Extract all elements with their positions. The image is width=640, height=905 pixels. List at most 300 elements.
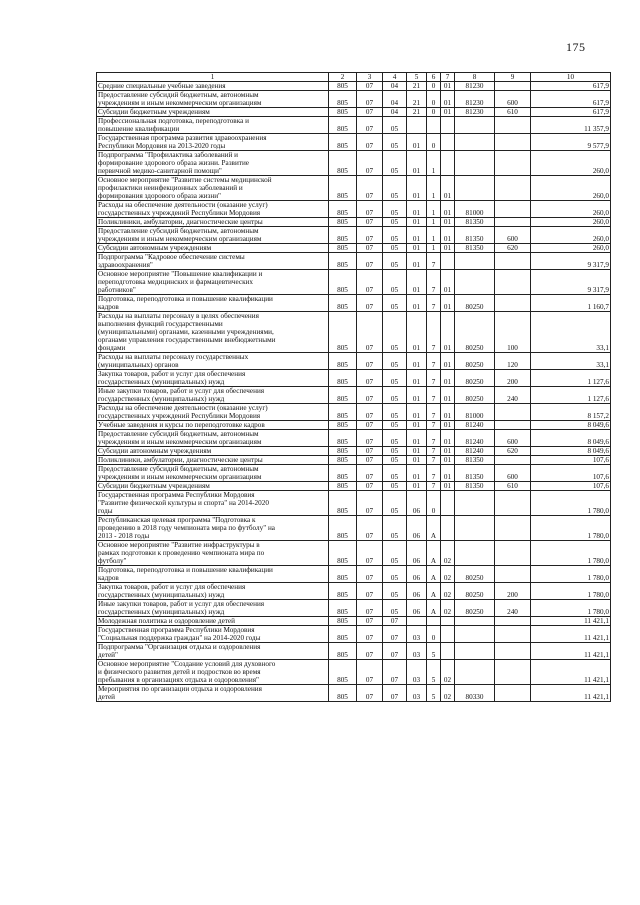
code-cell-c9: 600: [495, 91, 531, 108]
column-header: 2: [329, 73, 357, 82]
code-cell-c4: 07: [383, 626, 407, 643]
amount-cell: 11 421,1: [531, 617, 611, 626]
code-cell-c8: [455, 516, 495, 541]
code-cell-c3: 07: [357, 218, 383, 227]
row-name-line: переподготовка медицинских и фармацевтических: [98, 278, 253, 286]
code-cell-c9: 610: [495, 482, 531, 491]
code-cell-c2: 805: [329, 456, 357, 465]
code-cell-c7: 02: [441, 583, 455, 600]
row-name-line: Учебные заведения и курсы по переподготовке кадров: [98, 421, 265, 429]
row-name-line: повышение квалификации: [98, 125, 180, 133]
code-cell-c2: 805: [329, 421, 357, 430]
code-cell-c8: [455, 643, 495, 660]
amount-cell: 1 127,6: [531, 387, 611, 404]
row-name-cell: [97, 482, 329, 491]
table-row: [97, 421, 611, 430]
code-cell-c4: 05: [383, 227, 407, 244]
code-cell-c7: 01: [441, 201, 455, 218]
code-cell-c4: 05: [383, 244, 407, 253]
code-cell-c4: 05: [383, 134, 407, 151]
code-cell-c8: 81350: [455, 218, 495, 227]
code-cell-c4: 05: [383, 295, 407, 312]
code-cell-c2: 805: [329, 227, 357, 244]
code-cell-c5: 01: [407, 270, 427, 295]
amount-cell: 1 160,7: [531, 295, 611, 312]
code-cell-c8: 80250: [455, 295, 495, 312]
table-row: [97, 465, 611, 482]
table-row: [97, 91, 611, 108]
row-name-cell: [97, 583, 329, 600]
row-name-line: "Развитие физической культуры и спорта" на 2014-2020: [98, 499, 269, 507]
table-row: [97, 82, 611, 91]
code-cell-c8: 81240: [455, 447, 495, 456]
code-cell-c8: 80250: [455, 387, 495, 404]
code-cell-c7: [441, 117, 455, 134]
row-name-cell: [97, 117, 329, 134]
code-cell-c5: 01: [407, 151, 427, 176]
code-cell-c3: 07: [357, 516, 383, 541]
row-name-line: кадров: [98, 574, 119, 582]
code-cell-c6: [427, 117, 441, 134]
column-header: 1: [97, 73, 329, 82]
code-cell-c9: 200: [495, 370, 531, 387]
code-cell-c3: 07: [357, 447, 383, 456]
code-cell-c5: 03: [407, 660, 427, 685]
column-header: 9: [495, 73, 531, 82]
code-cell-c6: 7: [427, 404, 441, 421]
row-name-cell: [97, 244, 329, 253]
code-cell-c7: 01: [441, 295, 455, 312]
code-cell-c9: [495, 456, 531, 465]
code-cell-c7: 02: [441, 600, 455, 617]
code-cell-c7: 01: [441, 91, 455, 108]
row-name-line: Субсидии автономным учреждениям: [98, 244, 212, 252]
code-cell-c3: 07: [357, 626, 383, 643]
code-cell-c9: 620: [495, 447, 531, 456]
row-name-line: Основное мероприятие "Создание условий для духовного: [98, 660, 276, 668]
code-cell-c9: [495, 685, 531, 702]
code-cell-c8: 81230: [455, 91, 495, 108]
code-cell-c9: [495, 491, 531, 516]
code-cell-c2: 805: [329, 516, 357, 541]
code-cell-c5: 01: [407, 218, 427, 227]
row-name-line: работников": [98, 286, 136, 294]
code-cell-c4: 05: [383, 516, 407, 541]
code-cell-c2: 805: [329, 370, 357, 387]
code-cell-c4: 05: [383, 430, 407, 447]
code-cell-c5: 06: [407, 541, 427, 566]
code-cell-c4: 05: [383, 253, 407, 270]
table-row: [97, 244, 611, 253]
code-cell-c3: 07: [357, 643, 383, 660]
code-cell-c7: 01: [441, 465, 455, 482]
code-cell-c3: 07: [357, 312, 383, 353]
code-cell-c9: [495, 151, 531, 176]
row-name-line: кадров: [98, 303, 119, 311]
row-name-line: Поликлиники, амбулатории, диагностические центры: [98, 218, 263, 226]
row-name-cell: [97, 465, 329, 482]
code-cell-c5: 01: [407, 134, 427, 151]
table-row: [97, 482, 611, 491]
code-cell-c5: 06: [407, 600, 427, 617]
code-cell-c8: [455, 176, 495, 201]
code-cell-c9: [495, 566, 531, 583]
code-cell-c4: 07: [383, 617, 407, 626]
row-name-cell: [97, 660, 329, 685]
amount-cell: 1 780,0: [531, 516, 611, 541]
code-cell-c7: [441, 617, 455, 626]
code-cell-c2: 805: [329, 626, 357, 643]
code-cell-c5: 01: [407, 227, 427, 244]
code-cell-c7: 02: [441, 566, 455, 583]
code-cell-c7: 02: [441, 685, 455, 702]
code-cell-c6: А: [427, 541, 441, 566]
code-cell-c4: 07: [383, 685, 407, 702]
code-cell-c9: [495, 660, 531, 685]
column-header: 4: [383, 73, 407, 82]
row-name-cell: [97, 91, 329, 108]
table-row: [97, 312, 611, 353]
table-row: [97, 108, 611, 117]
row-name-line: учреждениям и иным некоммерческим организациям: [98, 473, 262, 481]
code-cell-c7: [441, 151, 455, 176]
code-cell-c3: 07: [357, 201, 383, 218]
row-name-line: "Социальная поддержка граждан" на 2014-2020 годы: [98, 634, 261, 642]
code-cell-c5: 01: [407, 253, 427, 270]
code-cell-c3: 07: [357, 617, 383, 626]
code-cell-c2: 805: [329, 253, 357, 270]
code-cell-c6: А: [427, 566, 441, 583]
row-name-line: выполнения функций государственными: [98, 320, 223, 328]
row-name-cell: [97, 134, 329, 151]
code-cell-c4: 05: [383, 600, 407, 617]
row-name-cell: [97, 151, 329, 176]
code-cell-c9: 240: [495, 600, 531, 617]
code-cell-c3: 07: [357, 387, 383, 404]
row-name-line: учреждениям и иным некоммерческим организациям: [98, 99, 262, 107]
table-row: [97, 353, 611, 370]
row-name-line: рамках подготовки к проведению чемпионата мира по: [98, 549, 265, 557]
row-name-line: Подпрограмма "Организация отдыха и оздоровления: [98, 643, 261, 651]
code-cell-c4: 05: [383, 270, 407, 295]
row-name-line: Средние специальные учебные заведения: [98, 82, 226, 90]
row-name-cell: [97, 430, 329, 447]
code-cell-c2: 805: [329, 201, 357, 218]
code-cell-c7: 01: [441, 404, 455, 421]
amount-cell: 33,1: [531, 353, 611, 370]
row-name-cell: [97, 218, 329, 227]
table-row: [97, 643, 611, 660]
code-cell-c8: 81240: [455, 430, 495, 447]
code-cell-c6: 1: [427, 151, 441, 176]
amount-cell: 1 780,0: [531, 491, 611, 516]
code-cell-c3: 07: [357, 82, 383, 91]
code-cell-c5: 03: [407, 626, 427, 643]
code-cell-c9: [495, 626, 531, 643]
code-cell-c4: 05: [383, 176, 407, 201]
code-cell-c7: [441, 643, 455, 660]
table-row: [97, 660, 611, 685]
amount-cell: 617,9: [531, 82, 611, 91]
row-name-line: формирования здорового образа жизни": [98, 192, 221, 200]
row-name-cell: [97, 617, 329, 626]
code-cell-c5: 01: [407, 370, 427, 387]
code-cell-c6: 1: [427, 244, 441, 253]
column-header: 10: [531, 73, 611, 82]
code-cell-c5: 01: [407, 244, 427, 253]
code-cell-c8: 81350: [455, 227, 495, 244]
amount-cell: 8 049,6: [531, 447, 611, 456]
code-cell-c6: 7: [427, 295, 441, 312]
amount-cell: 617,9: [531, 91, 611, 108]
table-row: [97, 456, 611, 465]
code-cell-c9: [495, 295, 531, 312]
code-cell-c5: 01: [407, 482, 427, 491]
code-cell-c8: [455, 134, 495, 151]
row-name-cell: [97, 227, 329, 244]
code-cell-c5: 06: [407, 583, 427, 600]
code-cell-c2: 805: [329, 387, 357, 404]
row-name-cell: [97, 387, 329, 404]
row-name-line: проведению в 2018 году чемпионата мира по футболу" на: [98, 524, 275, 532]
code-cell-c3: 07: [357, 227, 383, 244]
amount-cell: 260,0: [531, 151, 611, 176]
code-cell-c8: 80250: [455, 583, 495, 600]
row-name-line: Основное мероприятие "Развитие системы медицинской: [98, 176, 272, 184]
code-cell-c7: 01: [441, 312, 455, 353]
code-cell-c8: 81240: [455, 421, 495, 430]
code-cell-c6: 0: [427, 491, 441, 516]
code-cell-c2: 805: [329, 82, 357, 91]
amount-cell: 107,6: [531, 465, 611, 482]
code-cell-c9: [495, 421, 531, 430]
code-cell-c3: 07: [357, 685, 383, 702]
row-name-line: Профессиональная подготовка, переподготовка и: [98, 117, 249, 125]
table-row: [97, 201, 611, 218]
code-cell-c4: 05: [383, 583, 407, 600]
table-row: [97, 218, 611, 227]
code-cell-c3: 07: [357, 456, 383, 465]
row-name-cell: [97, 82, 329, 91]
row-name-line: Субсидии бюджетным учреждениям: [98, 482, 210, 490]
code-cell-c9: 600: [495, 465, 531, 482]
code-cell-c8: 81000: [455, 404, 495, 421]
table-row: [97, 295, 611, 312]
code-cell-c7: 01: [441, 270, 455, 295]
row-name-line: Расходы на обеспечение деятельности (оказание услуг): [98, 201, 268, 209]
code-cell-c7: [441, 491, 455, 516]
page-number: 175: [566, 40, 586, 54]
amount-cell: 11 357,9: [531, 117, 611, 134]
code-cell-c3: 07: [357, 370, 383, 387]
code-cell-c6: 5: [427, 660, 441, 685]
code-cell-c4: 05: [383, 404, 407, 421]
code-cell-c2: 805: [329, 491, 357, 516]
code-cell-c7: 01: [441, 227, 455, 244]
code-cell-c9: 610: [495, 108, 531, 117]
table-row: [97, 117, 611, 134]
row-name-line: Основное мероприятие "Повышение квалификации и: [98, 270, 263, 278]
amount-cell: 33,1: [531, 312, 611, 353]
code-cell-c7: 01: [441, 370, 455, 387]
code-cell-c5: 21: [407, 108, 427, 117]
row-name-line: Подпрограмма "Профилактика заболеваний и: [98, 151, 239, 159]
code-cell-c6: 7: [427, 482, 441, 491]
code-cell-c2: 805: [329, 430, 357, 447]
code-cell-c4: 04: [383, 108, 407, 117]
row-name-line: государственных (муниципальных) нужд: [98, 395, 225, 403]
row-name-line: Подпрограмма "Кадровое обеспечение системы: [98, 253, 245, 261]
code-cell-c8: [455, 253, 495, 270]
row-name-line: формирование здорового образа жизни. Развитие: [98, 159, 249, 167]
code-cell-c3: 07: [357, 353, 383, 370]
code-cell-c7: 01: [441, 387, 455, 404]
code-cell-c3: 07: [357, 430, 383, 447]
code-cell-c2: 805: [329, 541, 357, 566]
code-cell-c8: [455, 541, 495, 566]
code-cell-c7: [441, 516, 455, 541]
code-cell-c7: 01: [441, 430, 455, 447]
row-name-line: (муниципальных) органов: [98, 361, 179, 369]
amount-cell: 260,0: [531, 227, 611, 244]
code-cell-c9: [495, 201, 531, 218]
code-cell-c9: [495, 404, 531, 421]
code-cell-c9: [495, 253, 531, 270]
code-cell-c7: 01: [441, 456, 455, 465]
code-cell-c8: 81350: [455, 244, 495, 253]
code-cell-c7: 02: [441, 541, 455, 566]
code-cell-c3: 07: [357, 541, 383, 566]
code-cell-c4: 04: [383, 82, 407, 91]
code-cell-c4: 05: [383, 312, 407, 353]
code-cell-c3: 07: [357, 108, 383, 117]
row-name-line: Подготовка, переподготовка и повышение квалификации: [98, 566, 273, 574]
code-cell-c5: 01: [407, 421, 427, 430]
code-cell-c6: 1: [427, 218, 441, 227]
row-name-line: Государственная программа Республики Мордовия: [98, 491, 255, 499]
code-cell-c5: 01: [407, 465, 427, 482]
row-name-line: государственных учреждений Республики Мордовия: [98, 209, 261, 217]
table-row: [97, 516, 611, 541]
amount-cell: 1 780,0: [531, 583, 611, 600]
code-cell-c6: А: [427, 600, 441, 617]
code-cell-c4: 05: [383, 566, 407, 583]
row-name-line: Предоставление субсидий бюджетным, автономным: [98, 91, 259, 99]
code-cell-c7: 01: [441, 244, 455, 253]
code-cell-c7: 01: [441, 447, 455, 456]
row-name-line: Закупка товаров, работ и услуг для обеспечения: [98, 583, 246, 591]
amount-cell: 9 577,9: [531, 134, 611, 151]
amount-cell: 11 421,1: [531, 626, 611, 643]
code-cell-c3: 07: [357, 176, 383, 201]
row-name-line: (муниципальными) органами, казенными учреждениями,: [98, 328, 274, 336]
code-cell-c6: 0: [427, 134, 441, 151]
code-cell-c6: 1: [427, 201, 441, 218]
code-cell-c9: [495, 176, 531, 201]
row-name-line: Республиканская целевая программа "Подготовка к: [98, 516, 256, 524]
amount-cell: 107,6: [531, 482, 611, 491]
row-name-cell: [97, 626, 329, 643]
row-name-cell: [97, 447, 329, 456]
code-cell-c5: 06: [407, 516, 427, 541]
code-cell-c2: 805: [329, 151, 357, 176]
code-cell-c3: 07: [357, 270, 383, 295]
code-cell-c3: 07: [357, 660, 383, 685]
code-cell-c4: 05: [383, 370, 407, 387]
code-cell-c2: 805: [329, 465, 357, 482]
code-cell-c5: [407, 617, 427, 626]
code-cell-c6: 0: [427, 82, 441, 91]
code-cell-c7: [441, 253, 455, 270]
table-row: [97, 600, 611, 617]
code-cell-c6: 7: [427, 353, 441, 370]
code-cell-c9: 200: [495, 583, 531, 600]
row-name-line: детей: [98, 693, 116, 701]
table-row: [97, 151, 611, 176]
code-cell-c8: [455, 270, 495, 295]
code-cell-c6: 7: [427, 370, 441, 387]
code-cell-c8: [455, 151, 495, 176]
code-cell-c8: 81000: [455, 201, 495, 218]
row-name-cell: [97, 404, 329, 421]
code-cell-c4: 05: [383, 541, 407, 566]
code-cell-c4: 07: [383, 660, 407, 685]
code-cell-c2: 805: [329, 218, 357, 227]
table-row: [97, 370, 611, 387]
amount-cell: 1 780,0: [531, 600, 611, 617]
code-cell-c2: 805: [329, 600, 357, 617]
amount-cell: 11 421,1: [531, 685, 611, 702]
code-cell-c9: [495, 117, 531, 134]
code-cell-c2: 805: [329, 176, 357, 201]
code-cell-c4: 05: [383, 117, 407, 134]
row-name-line: Предоставление субсидий бюджетным, автономным: [98, 465, 259, 473]
row-name-line: государственных (муниципальных) нужд: [98, 591, 225, 599]
code-cell-c8: 81350: [455, 456, 495, 465]
code-cell-c5: 06: [407, 491, 427, 516]
code-cell-c4: 05: [383, 421, 407, 430]
code-cell-c3: 07: [357, 91, 383, 108]
amount-cell: 1 780,0: [531, 541, 611, 566]
code-cell-c3: 07: [357, 134, 383, 151]
code-cell-c7: 02: [441, 660, 455, 685]
code-cell-c6: 1: [427, 227, 441, 244]
code-cell-c6: А: [427, 583, 441, 600]
row-name-cell: [97, 253, 329, 270]
code-cell-c8: [455, 617, 495, 626]
code-cell-c4: 05: [383, 218, 407, 227]
code-cell-c5: 01: [407, 430, 427, 447]
row-name-cell: [97, 353, 329, 370]
code-cell-c7: [441, 626, 455, 643]
row-name-cell: [97, 421, 329, 430]
code-cell-c5: 01: [407, 404, 427, 421]
row-name-line: первичной медико-санитарной помощи": [98, 167, 222, 175]
code-cell-c6: 0: [427, 108, 441, 117]
code-cell-c6: 7: [427, 387, 441, 404]
code-cell-c2: 805: [329, 643, 357, 660]
code-cell-c7: 01: [441, 482, 455, 491]
code-cell-c2: 805: [329, 566, 357, 583]
row-name-cell: [97, 516, 329, 541]
code-cell-c5: 01: [407, 176, 427, 201]
column-header: 5: [407, 73, 427, 82]
table-row: [97, 387, 611, 404]
row-name-cell: [97, 491, 329, 516]
row-name-line: 2013 - 2018 годы: [98, 532, 150, 540]
row-name-line: фондами: [98, 344, 126, 352]
amount-cell: 260,0: [531, 201, 611, 218]
